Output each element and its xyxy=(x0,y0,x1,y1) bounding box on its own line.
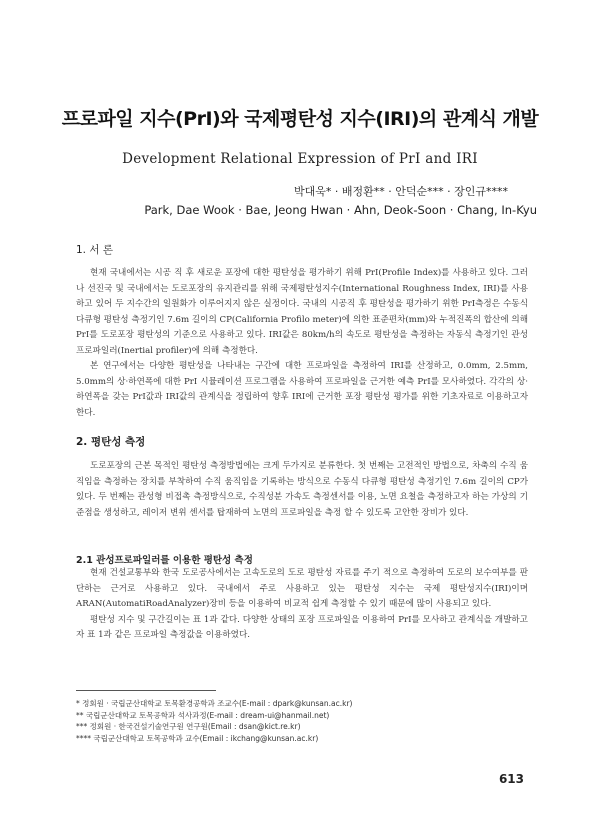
paragraph: 현재 건설교통부와 한국 도로공사에서는 고속도로의 도로 평탄성 자료를 주기 적으로 측정하여 도로의 보수여부를 판단하는 근거로 사용하고 있다. 국내에서 주로 사용하고 있는 평탄성 지수는 국제 평탄성지수(IRI)이며 ARAN(AutomatiRoadAnalyzer)장비 등을 이용하여 비교적 쉽게 측정할 수 있기 때문에 많이 사용되고 있다. xyxy=(76,568,528,609)
footnote-divider xyxy=(76,690,216,691)
page-number: 613 xyxy=(498,772,524,786)
section-heading-roughness-measurement: 2. 평탄성 측정 xyxy=(76,436,146,448)
footnote: ** 국립군산대학교 토목공학과 석사과정(E-mail : dream-ui@hanmail.net) xyxy=(76,710,330,720)
paper-title: 프로파일 지수(PrI)와 국제평탄성 지수(IRI)의 관계식 개발 xyxy=(61,108,539,130)
subsection-heading-inertial-profiler: 2.1 관성프로파일러를 이용한 평탄성 측정 xyxy=(76,555,253,566)
paragraph: 본 연구에서는 다양한 평탄성을 나타내는 구간에 대한 프로파일을 측정하여 IRI를 산정하고, 0.0mm, 2.5mm, 5.0mm의 상·하연폭에 대한 PrI 시뮬레이션 프로그램을 사용하여 프로파일을 근거한 예측 PrI를 모사하였다. 각각의 상·하연폭을 갖는 PrI값과 IRI값의 관계식을 정립하여 향후 IRI에 근거한 포장 평탄성 평가를 위한 기초자료로 이용하고자 한다. xyxy=(76,361,528,418)
section-roughness-body xyxy=(76,459,528,521)
section-introduction-body xyxy=(76,266,528,421)
authors-english: Park, Dae Wook · Bae, Jeong Hwan · Ahn, Deok-Soon · Chang, In-Kyu xyxy=(144,203,537,217)
subsection-inertial-profiler-body xyxy=(76,566,528,644)
authors-korean: 박대욱* · 배정환** · 안덕순*** · 장인규**** xyxy=(294,185,508,198)
paper-subtitle: Development Relational Expression of PrI and IRI xyxy=(122,151,478,167)
paragraph: 평탄성 지수 및 구간길이는 표 1과 같다. 다양한 상태의 포장 프로파일을 이용하여 PrI를 모사하고 관계식을 개발하고자 표 1과 같은 프로파일 측정값을 이용하였다. xyxy=(76,614,528,640)
footnote: *** 정회원 · 한국건설기술연구원 연구원(Email : dsan@kict.re.kr) xyxy=(76,722,301,731)
paragraph: 현재 국내에서는 시공 직 후 새로운 포장에 대한 평탄성을 평가하기 위해 PrI(Profile Index)를 사용하고 있다. 그러나 선진국 및 국내에서는 도로포장의 유지관리를 위해 국제평탄성지수(International Roughness Index, IRI)를 사용하고 있어 두 지수간의 일원화가 이루어지지 않은 실정이다. 국내의 시공직 후 평탄성을 평가하기 위한 PrI측정은 수동식 다큐형 평탄성 측정기인 7.6m 길이의 CP(California Profilo meter)에 의한 표준편차(mm)와 누적진폭의 합산에 의해 PrI를 도로포장 평탄성의 기준으로 사용하고 있다. IRI값은 80km/h의 속도로 평탄성을 측정하는 자동식 측정기인 관성프로파일러(Inertial profiler)에 의해 측정한다. xyxy=(76,268,528,356)
paragraph: 도로포장의 근본 목적인 평탄성 측정방법에는 크게 두가지로 분류한다. 첫 번째는 고전적인 방법으로, 차축의 수직 움직임을 측정하는 장치를 부착하여 수직 움직임을 기록하는 방식으로 수동식 다큐형 평탄성 측정기인 7.6m 길이의 CP가 있다. 두 번째는 관성형 비접촉 측정방식으로, 수직성분 가속도 측정센서를 이용, 노면 요철을 측정하고자 하는 가상의 기준점을 생성하고, 레이저 변위 센서를 탑재하여 노면의 프로파일을 측정 할 수 있도록 고안한 장비가 있다. xyxy=(76,461,528,518)
footnotes xyxy=(76,698,352,744)
footnote: * 정회원 · 국립군산대학교 토목환경공학과 조교수(E-mail : dpark@kunsan.ac.kr) xyxy=(76,699,353,708)
section-heading-introduction: 1. 서 론 xyxy=(76,244,113,256)
footnote: **** 국립군산대학교 토목공학과 교수(Email : ikchang@kunsan.ac.kr) xyxy=(76,733,319,743)
